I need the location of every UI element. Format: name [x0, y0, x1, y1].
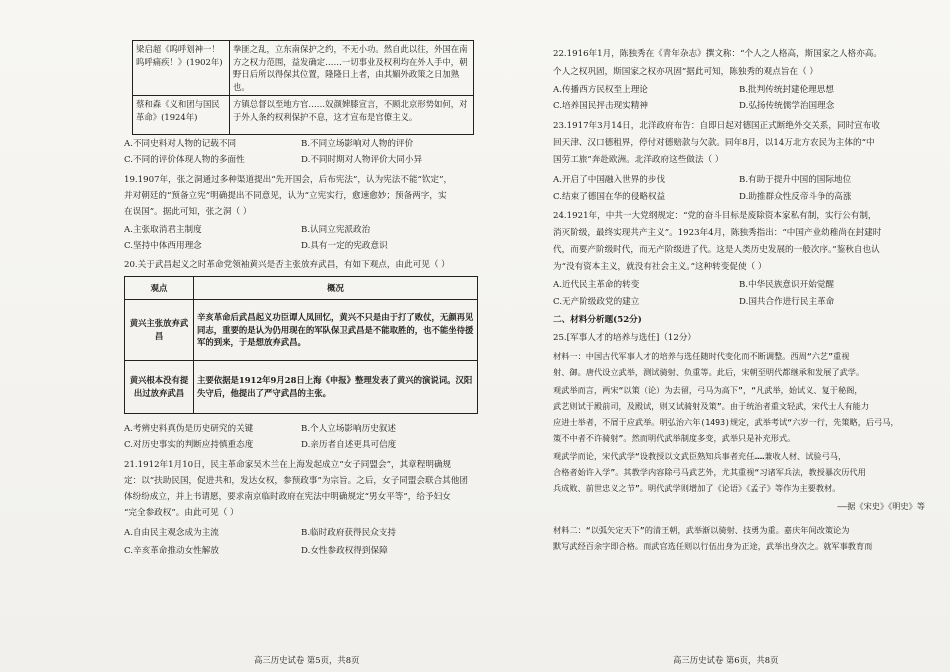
q18-options-row2 [124, 156, 478, 165]
q20-stem: 20.关于武昌起义之时革命党领袖黄兴是否主张放弃武昌，有如下观点，由此可见（ ） [124, 260, 450, 270]
option-d: D.助推群众性反帝斗争的高涨 [739, 192, 852, 202]
table-row [125, 300, 478, 361]
material1-line: 射、御。唐代设立武举，测试骑射、负重等。此后，宋朝至明代都继承和发展了武学。 [553, 367, 865, 377]
right-page [553, 0, 925, 672]
option-b: B.有助于提升中国的国际地位 [739, 175, 852, 185]
material1-line: 应进士举者，不屑于应武举。明弘治六年(1493)规定，武举考试“六岁一行，先策略，后弓马， [553, 417, 899, 427]
q20-options-row2 [124, 441, 478, 450]
option-a: A.自由民主观念成为主流 [124, 528, 219, 538]
q23-line: 国劳工旅”奔赴欧洲。北洋政府这些做法（ ） [553, 155, 724, 165]
option-c: C.辛亥革命推动女性解放 [124, 546, 219, 556]
table-row [133, 96, 474, 135]
material2-line: 材料二：“以弧矢定天下”的清王朝，武举渐以骑射、技勇为重。嘉庆年间改策论为 [553, 525, 850, 535]
option-a: A.传播西方民权至上理论 [553, 85, 648, 95]
option-b: B.认同立宪派政治 [301, 225, 371, 235]
material1-line: 合格者始许入学”。其教学内容除弓马武艺外，尤其重视“习诸军兵法，教授暴次历代用 [553, 467, 866, 477]
table-row [125, 361, 478, 414]
q24-line: 24.1921年，中共一大党纲规定：“党的奋斗目标是废除资本家私有制，实行公有制， [553, 211, 877, 221]
table-header-desc: 概况 [194, 277, 478, 300]
material1-line: 武艺则试于殿前司，及殿试，则又试骑射及策”。由于统治者重文轻武，宋代士人有能力 [553, 401, 870, 411]
option-c: C.结束了德国在华的侵略权益 [553, 192, 666, 202]
table-cell-desc: 辛亥革命后武昌起义功臣谭人凤回忆，黄兴不只是由于打了败仗，无颜再见同志，重要的是认为仍用现在的军队保卫武昌是不能取胜的，也不能坐待援军的到来，于是想放弃武昌。 [194, 300, 478, 361]
option-c: C.坚持中体西用理念 [124, 241, 202, 251]
option-c: C.无产阶级政党的建立 [553, 297, 640, 307]
table-cell-view: 拳匪之乱，立东南保护之约，不无小功。然自此以往，外国在南方之权力范围，益发确定……一切事业及权利均在外人手中，朝野日后所以得保其位置，隆隆日上者，由其媚外政策之日加熟也。 [230, 41, 474, 96]
q22-options-row1 [553, 86, 925, 95]
page-footer: 高三历史试卷 第6页，共8页 [673, 654, 779, 665]
option-b: B.不同立场影响对人物的评价 [301, 139, 414, 149]
q25-title: 25.[军事人才的培养与选任]（12分） [553, 333, 697, 343]
option-b: B.批判传统封建伦理思想 [739, 85, 834, 95]
viewpoint-table [124, 276, 478, 414]
q21-line: “完全参政权”。由此可见（ ） [124, 508, 239, 518]
q21-options-row1 [124, 529, 478, 538]
option-d: D.女性参政权得到保障 [301, 546, 388, 556]
material1-line: 观武举而言，两宋“以策（论）为去留，弓马为高下”，“凡武举，始试义、复于秘阁， [553, 385, 863, 395]
option-a: A.考辨史料真伪是历史研究的关键 [124, 424, 254, 434]
table-header-row [125, 277, 478, 300]
material1-source: ——据《宋史》《明史》等 [837, 501, 925, 511]
option-c: C.不同的评价体现人物的多面性 [124, 155, 245, 165]
q23-options-row1 [553, 176, 925, 185]
q19-options-row1 [124, 226, 478, 235]
left-page [124, 0, 478, 672]
option-d: D.弘扬传统儒学治国理念 [739, 101, 835, 111]
option-b: B.个人立场影响历史叙述 [301, 424, 396, 434]
q23-options-row2 [553, 193, 925, 202]
table-header-view: 观点 [125, 277, 194, 300]
table-cell-view: 黄兴主张放弃武昌 [125, 300, 194, 361]
option-a: A.主张取消君主制度 [124, 225, 202, 235]
material1-line: 策不中者不许骑射”。然而明代武举制度多变，武举只是补充形式。 [553, 433, 796, 443]
quote-table-1 [132, 40, 474, 135]
q19-line: 19.1907年，张之洞通过多种渠道提出“先开国会，后布宪法”，认为宪法不能“钦定”， [124, 175, 453, 185]
option-c: C.对历史事实的判断应持慎重态度 [124, 440, 254, 450]
q22-options-row2 [553, 102, 925, 111]
option-b: B.中华民族意识开始觉醒 [739, 280, 834, 290]
material2-line: 默写武经百余字即合格。而武官选任则以行伍出身为正途，武举出身次之。就军事教育而 [553, 541, 873, 551]
q24-line: 为“没有资本主义，就没有社会主义。”这种转变促使（ ） [553, 262, 767, 272]
option-a: A.近代民主革命的转变 [553, 280, 640, 290]
q19-line: 在误国”。据此可知，张之洞（ ） [124, 207, 252, 217]
table-cell-view: 黄兴根本没有提出过放弃武昌 [125, 361, 194, 414]
table-cell-source: 蔡和森《义和团与国民革命》(1924年) [133, 96, 230, 135]
option-a: A.开启了中国融入世界的步伐 [553, 175, 666, 185]
option-d: D.国共合作进行民主革命 [739, 297, 835, 307]
page-footer: 高三历史试卷 第5页，共8页 [254, 654, 360, 665]
q19-line: 并对朝廷的“预备立宪”明确提出不同意见，认为“立宪实行，愈速愈妙；预备两字，实 [124, 191, 447, 201]
q22-line: 22.1916年1月，陈独秀在《青年杂志》撰文称：“个人之人格高，斯国家之人格亦高。 [553, 49, 882, 59]
q21-line: 定：以“扶助民国，促进共和，发达女权，参预政事”为宗旨。之后，女子同盟会联合其他团 [124, 476, 468, 486]
q21-options-row2 [124, 547, 478, 556]
option-d: D.亲历者自述更具可信度 [301, 440, 397, 450]
q24-options-row2 [553, 298, 925, 307]
option-d: D.具有一定的宪政意识 [301, 241, 388, 251]
table-cell-source: 梁启超《呜呼划神一！呜呼痛疾！》(1902年) [133, 41, 230, 96]
table-row [133, 41, 474, 96]
option-b: B.临时政府获得民众支持 [301, 528, 396, 538]
q23-line: 回天津、汉口德租界，停付对德赔款与欠款。同年8月，以14万北方农民为主体的“中 [553, 138, 875, 148]
q19-options-row2 [124, 242, 478, 251]
material1-line: 材料一：中国古代军事人才的培养与选任随时代变化而不断调整。西周“六艺”重视 [553, 351, 850, 361]
material1-line: 观武学而论，宋代武学“设教授以文武臣熟知兵事者充任……兼收人材、试验弓马， [553, 451, 847, 461]
q24-options-row1 [553, 281, 925, 290]
table-cell-desc: 主要依据是1912年9月28日上海《申报》整理发表了黄兴的演说词。汉阳失守后，他提出了严守武昌的主张。 [194, 361, 478, 414]
option-a: A.不同史料对人物的记载不同 [124, 139, 237, 149]
table-cell-view: 方镇总督以至地方官……奴颜婢膝宣言，不顾北京形势如何，对于外人条约权利保护不息，这才宣布是官僚主义。 [230, 96, 474, 135]
q21-line: 体纷纷成立，并上书请愿，要求南京临时政府在宪法中明确规定“男女平等”，给予妇女 [124, 492, 451, 502]
q18-options-row1 [124, 140, 478, 149]
q21-line: 21.1912年1月10日，民主革命家吴木兰在上海发起成立“女子同盟会”，其章程明确规 [124, 460, 452, 470]
q20-options-row1 [124, 425, 478, 434]
q24-line: 消灭阶级，最终实现共产主义”。1923年4月，陈独秀指出：“中国产业幼稚尚在封建时 [553, 228, 882, 238]
q24-line: 代，而要产阶级时代，而无产阶级进了代。这是人类历史发展的一般次序。”鉴秋自也认 [553, 245, 880, 255]
option-c: C.培养国民抨击现实精神 [553, 101, 648, 111]
option-d: D.不同时期对人物评价大同小异 [301, 155, 423, 165]
q23-line: 23.1917年3月14日，北洋政府布告：自即日起对德国正式断绝外交关系，同时宣布收 [553, 121, 880, 131]
section-heading: 二、材料分析题(52分) [553, 315, 642, 325]
q22-line: 个人之权巩固，斯国家之权亦巩固”据此可知，陈独秀的观点旨在（ ） [553, 67, 818, 77]
material1-line: 兵成败、前世忠义之节”。明代武学则增加了《论语》《孟子》等作为主要教材。 [553, 483, 841, 493]
